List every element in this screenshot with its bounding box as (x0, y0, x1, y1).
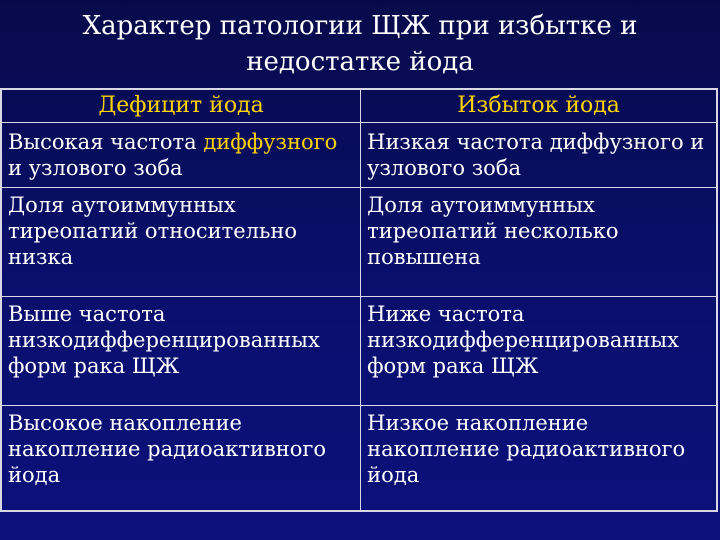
table-row (1, 297, 717, 406)
table-cell-deficiency (1, 123, 361, 188)
header-iodine-deficiency: Дефицит йода (1, 89, 361, 123)
table-row (1, 406, 717, 512)
table-cell-excess: Доля аутоиммунных тиреопатий несколько повышена (361, 188, 717, 297)
table-row (1, 123, 717, 188)
table-cell-deficiency: Выше частота низкодифференцированных форм рака ЩЖ (1, 297, 361, 406)
table-header-row (1, 89, 717, 123)
comparison-table (0, 88, 718, 512)
header-iodine-excess: Избыток йода (361, 89, 717, 123)
cell-text-prefix: Высокая частота (8, 130, 204, 154)
table-row (1, 188, 717, 297)
table-cell-deficiency: Высокое накопление накопление радиоактивного йода (1, 406, 361, 512)
table-cell-excess: Низкое накопление накопление радиоактивного йода (361, 406, 717, 512)
slide-title-line-1: Характер патологии ЩЖ при избытке и (82, 11, 638, 41)
cell-text-suffix: и узлового зоба (8, 156, 183, 180)
slide-title (0, 8, 720, 80)
table-cell-excess: Ниже частота низкодифференцированных форм рака ЩЖ (361, 297, 717, 406)
table-cell-excess: Низкая частота диффузного и узлового зоба (361, 123, 717, 188)
slide-title-line-2: недостатке йода (246, 47, 474, 77)
table-cell-deficiency: Доля аутоиммунных тиреопатий относительно низка (1, 188, 361, 297)
cell-text-highlight: диффузного (203, 130, 338, 154)
